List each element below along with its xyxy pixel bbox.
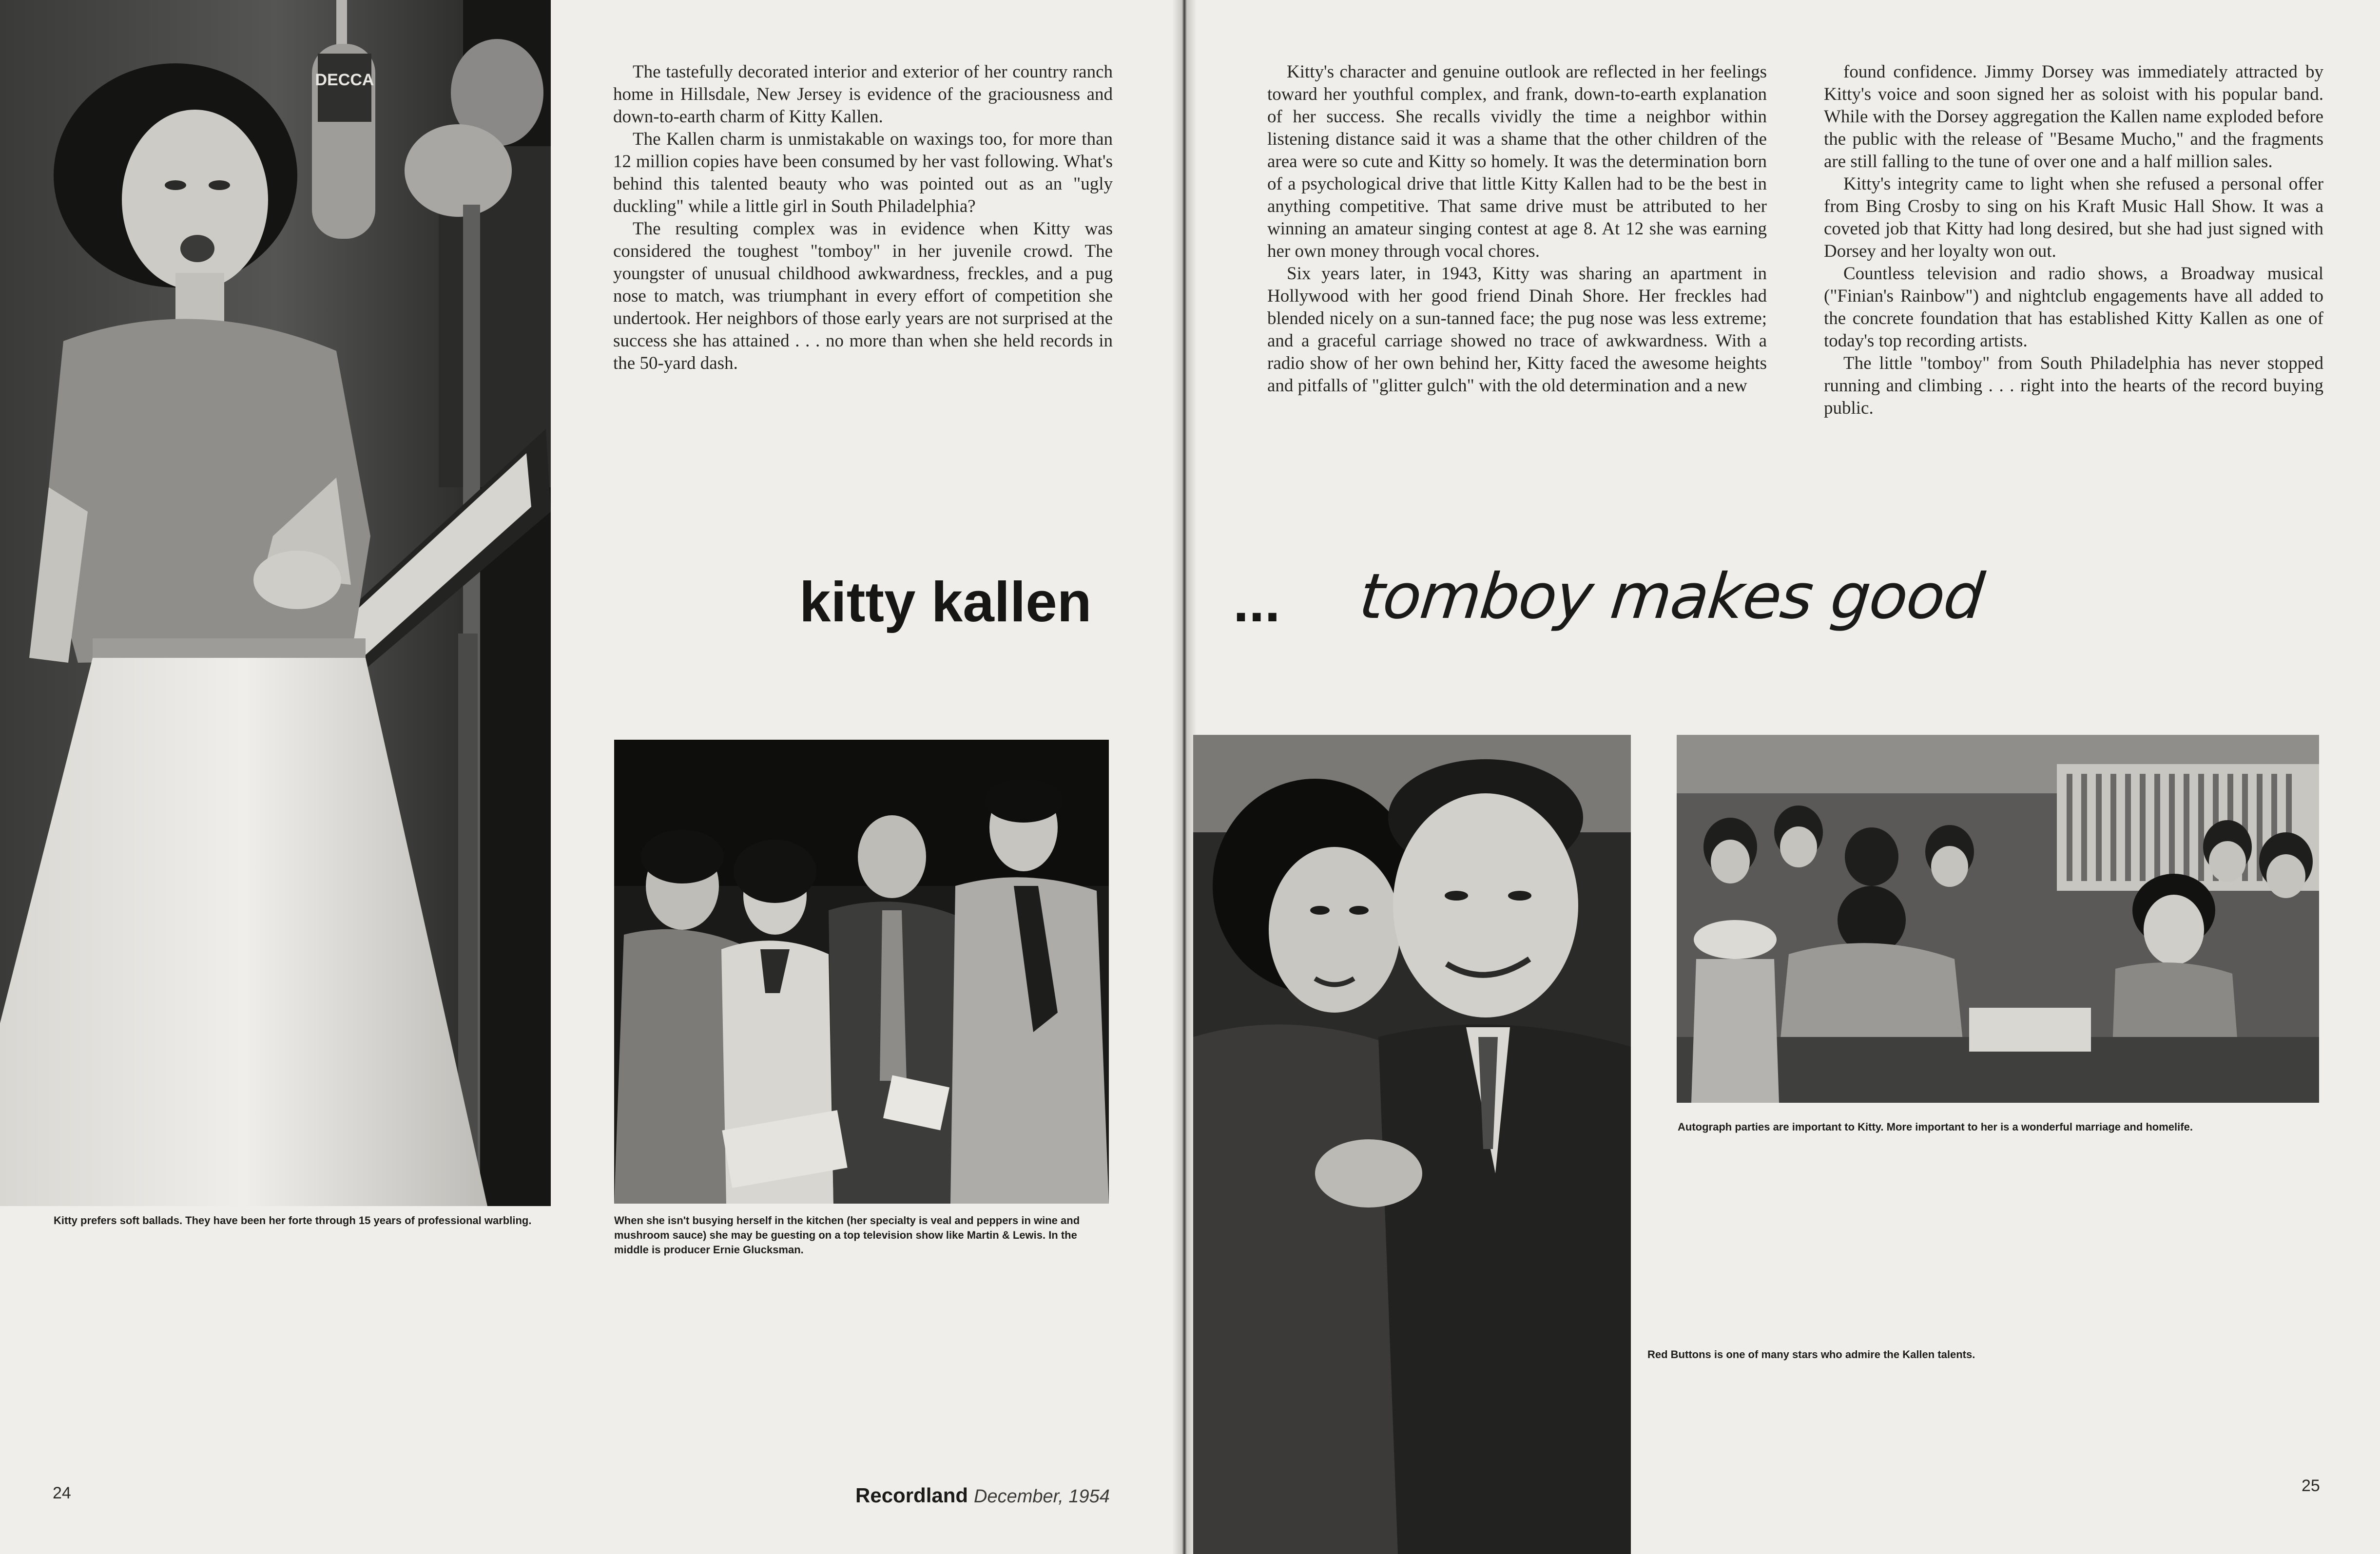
caption-red-buttons: Red Buttons is one of many stars who admire the Kallen talents. bbox=[1647, 1348, 1975, 1361]
masthead bbox=[855, 1484, 1110, 1507]
article-column-1 bbox=[613, 61, 1113, 375]
photo-tv-guests bbox=[614, 740, 1109, 1204]
caption-tv-guests: When she isn't busying herself in the kitchen (her specialty is veal and peppers in wine and mushroom sauce) she may be guesting on a top television show like Martin & Lewis. In the middle is producer Ernie Glucksman. bbox=[614, 1214, 1080, 1256]
magazine-name: Recordland bbox=[855, 1484, 968, 1507]
article-column-3 bbox=[1824, 61, 2323, 420]
caption-recording: Kitty prefers soft ballads. They have been her forte through 15 years of professional warbling. bbox=[54, 1214, 532, 1227]
page-number-left: 24 bbox=[53, 1484, 71, 1502]
paragraph: The tastefully decorated interior and exterior of her country ranch home in Hillsdale, New Jersey is evidence of the graciousness and down-to-earth charm of Kitty Kallen. bbox=[613, 62, 1113, 127]
photo-red-buttons bbox=[1193, 735, 1631, 1554]
photo-recording-session bbox=[0, 0, 551, 1206]
issue-date: December, 1954 bbox=[974, 1486, 1110, 1507]
article-column-2 bbox=[1267, 61, 1767, 397]
paragraph: Kitty's character and genuine outlook are reflected in her feelings toward her youthful complex, and frank, down-to-earth explanation of her success. She recalls vividly the time a neighbor within listening distance said it was a shame that the other children of the area were so cute and Kitty so homely. It was the determination born of a psychological drive that little Kitty Kallen had to be the best in anything competitive. That same drive must be attributed to her winning an amateur singing contest at age 8. At 12 she was earning her own money through vocal chores. bbox=[1267, 62, 1767, 261]
paragraph: The Kallen charm is unmistakable on waxings too, for more than 12 million copies have been consumed by her vast following. What's behind this talented beauty who was pointed out as an "ugly duckling" while a little girl in South Philadelphia? bbox=[613, 129, 1113, 216]
paragraph: The resulting complex was in evidence when Kitty was considered the toughest "tomboy" in her juvenile crowd. The youngster of unusual childhood awkwardness, freckles, and a pug nose to match, was triumphant in every effort of competition she undertook. Her neighbors of those early years are not surprised at the success she has attained . . . no more than when she held records in the 50-yard dash. bbox=[613, 219, 1113, 373]
paragraph: The little "tomboy" from South Philadelphia has never stopped running and climbing . . . right into the hearts of the record buying public. bbox=[1824, 353, 2323, 418]
caption-autograph: Autograph parties are important to Kitty. More important to her is a wonderful marriage and homelife. bbox=[1678, 1121, 2193, 1133]
photo-autograph-party bbox=[1677, 735, 2319, 1103]
headline-name: kitty kallen bbox=[799, 570, 1092, 633]
headline-ellipsis: ... bbox=[1233, 570, 1280, 633]
headline-tagline: tomboy makes good bbox=[1356, 560, 1987, 633]
paragraph: Countless television and radio shows, a Broadway musical ("Finian's Rainbow") and nightclub engagements have all added to the concrete foundation that has established Kitty Kallen as one of today's top recording artists. bbox=[1824, 264, 2323, 351]
paragraph: found confidence. Jimmy Dorsey was immediately attracted by Kitty's voice and soon signed her as soloist with his popular band. While with the Dorsey aggregation the Kallen name exploded before the public with the release of "Besame Mucho," and the fragments are still falling to the tune of over one and a half million sales. bbox=[1824, 62, 2323, 172]
paragraph: Kitty's integrity came to light when she refused a personal offer from Bing Crosby to sing on his Kraft Music Hall Show. It was a coveted job that Kitty had long desired, but she had just signed with Dorsey and her loyalty won out. bbox=[1824, 174, 2323, 261]
mic-label: DECCA bbox=[315, 71, 374, 89]
page-number-right: 25 bbox=[2302, 1477, 2320, 1495]
paragraph: Six years later, in 1943, Kitty was sharing an apartment in Hollywood with her good friend Dinah Shore. Her freckles had blended nicely on a sun-tanned face; the pug nose was less extreme; and a graceful carriage showed no trace of awkwardness. With a radio show of her own behind her, Kitty faced the awesome heights and pitfalls of "glitter gulch" with the old determination and a new bbox=[1267, 264, 1767, 396]
